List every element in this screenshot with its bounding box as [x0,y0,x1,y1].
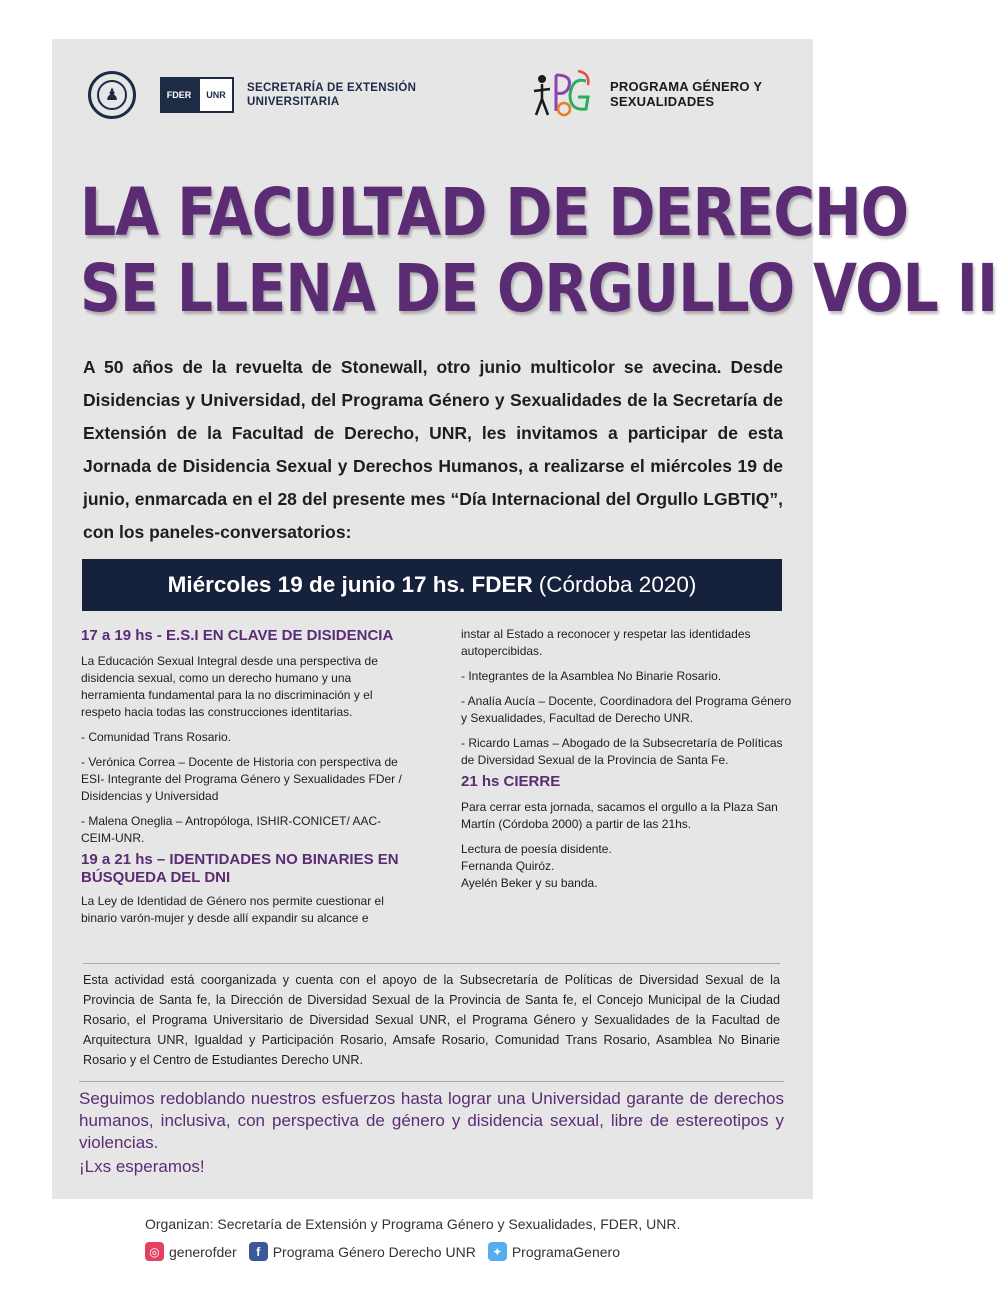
instagram-handle: generofder [169,1243,237,1260]
panel2-speaker: - Integrantes de la Asamblea No Binarie Rosario. [461,669,722,683]
panel2-heading: 19 a 21 hs – IDENTIDADES NO BINARIES EN BÚSQUEDA DEL DNI [81,851,399,886]
banner-location: (Córdoba 2020) [538,572,697,597]
social-links [145,1242,632,1261]
cierre-line: Ayelén Beker y su banda. [461,876,598,890]
cierre-heading: 21 hs CIERRE [461,773,561,790]
fder-label: FDER [160,77,198,113]
cierre-line: Lectura de poesía disidente. [461,842,612,856]
page-title [80,174,997,327]
panel1-speaker: - Comunidad Trans Rosario. [81,730,232,744]
banner-date: Miércoles 19 de junio 17 hs. FDER [167,572,533,597]
header [52,39,813,159]
instagram-link[interactable] [145,1242,237,1261]
date-banner [82,559,782,611]
right-column [461,626,793,892]
left-column [81,627,413,935]
secretaria-label: SECRETARÍA DE EXTENSIÓN UNIVERSITARIA [247,82,417,108]
twitter-handle: ProgramaGenero [511,1243,620,1260]
panel2-speaker: - Analía Aucía – Docente, Coordinadora del Programa Género y Sexualidades, Facultad de Derecho UNR. [461,694,792,725]
programa-label: PROGRAMA GÉNERO Y SEXUALIDADES [610,79,762,109]
instagram-icon: ◎ [145,1242,164,1261]
twitter-icon: ✦ [488,1242,507,1261]
esperamos-text: ¡Lxs esperamos! [79,1157,205,1176]
university-seal-icon: ♟ [88,71,136,119]
facebook-handle: Programa Género Derecho UNR [272,1243,476,1260]
intro-text: A 50 años de la revuelta de Stonewall, otro junio multicolor se avecina. Desde Disidencias y Universidad, del Programa Género y Sexualidades de la Secretaría de Extensión de la Facultad de Derecho, UNR, les invitamos a participar de esta Jornada de Disidencia Sexual y Derechos Humanos, a realizarse el miércoles 19 de junio, enmarcada en el 28 del presente mes “Día Internacional del Orgullo LGBTIQ”, con los paneles-conversatorios: [83,357,783,542]
panel1-speaker: - Malena Oneglia – Antropóloga, ISHIR-CONICET/ AAC-CEIM-UNR. [81,814,382,845]
title-line-2: SE LLENA DE ORGULLO VOL II [80,250,997,327]
twitter-link[interactable] [488,1242,620,1261]
closing-text: Seguimos redoblando nuestros esfuerzos hasta lograr una Universidad garante de derechos humanos, inclusiva, con perspectiva de género y disidencia sexual, libre de estereotipos y violencias. [79,1081,784,1154]
support-text: Esta actividad está coorganizada y cuenta con el apoyo de la Subsecretaría de Políticas de Diversidad Sexual de la Provincia de Santa fe, la Dirección de Diversidad Sexual de la Provincia de Santa fe, el Concejo Municipal de la Ciudad Rosario, el Programa Universitario de Diversidad Sexual UNR, el Programa Género y Sexualidades de la Facultad de Arquitectura UNR, Igualdad y Participación Rosario, Amsafe Rosario, Comunidad Trans Rosario, Asamblea No Binarie Rosario y el Centro de Estudiantes Derecho UNR. [83,963,780,1070]
poster [52,39,997,1199]
cierre-line: Fernanda Quiróz. [461,859,555,873]
organizers-text: Organizan: Secretaría de Extensión y Programa Género y Sexualidades, FDER, UNR. [145,1216,681,1232]
facebook-icon: f [249,1242,268,1261]
fder-unr-logo [160,77,234,113]
pgs-logo-icon [534,67,596,119]
title-line-1: LA FACULTAD DE DERECHO [80,174,909,251]
panel1-description: La Educación Sexual Integral desde una perspectiva de disidencia sexual, como un derecho humano y una herramienta fundamental para la no discriminación y el respeto hacia todas las construcciones identitarias. [81,654,378,719]
panel1-speaker: - Verónica Correa – Docente de Historia con perspectiva de ESI- Integrante del Programa Género y Sexualidades FDer / Disidencias y Universidad [81,755,402,803]
panel1-heading: 17 a 19 hs - E.S.I EN CLAVE DE DISIDENCIA [81,627,394,644]
facebook-link[interactable] [249,1242,476,1261]
panel2-description-start: La Ley de Identidad de Género nos permite cuestionar el binario varón-mujer y desde allí expandir su alcance e [81,894,384,925]
cierre-text: Para cerrar esta jornada, sacamos el orgullo a la Plaza San Martín (Córdoba 2000) a partir de las 21hs. [461,800,778,831]
unr-label: UNR [198,77,234,113]
panel2-speaker: - Ricardo Lamas – Abogado de la Subsecretaría de Políticas de Diversidad Sexual de la Provincia de Santa Fe. [461,736,783,767]
panel2-description-end: instar al Estado a reconocer y respetar las identidades autopercibidas. [461,627,751,658]
